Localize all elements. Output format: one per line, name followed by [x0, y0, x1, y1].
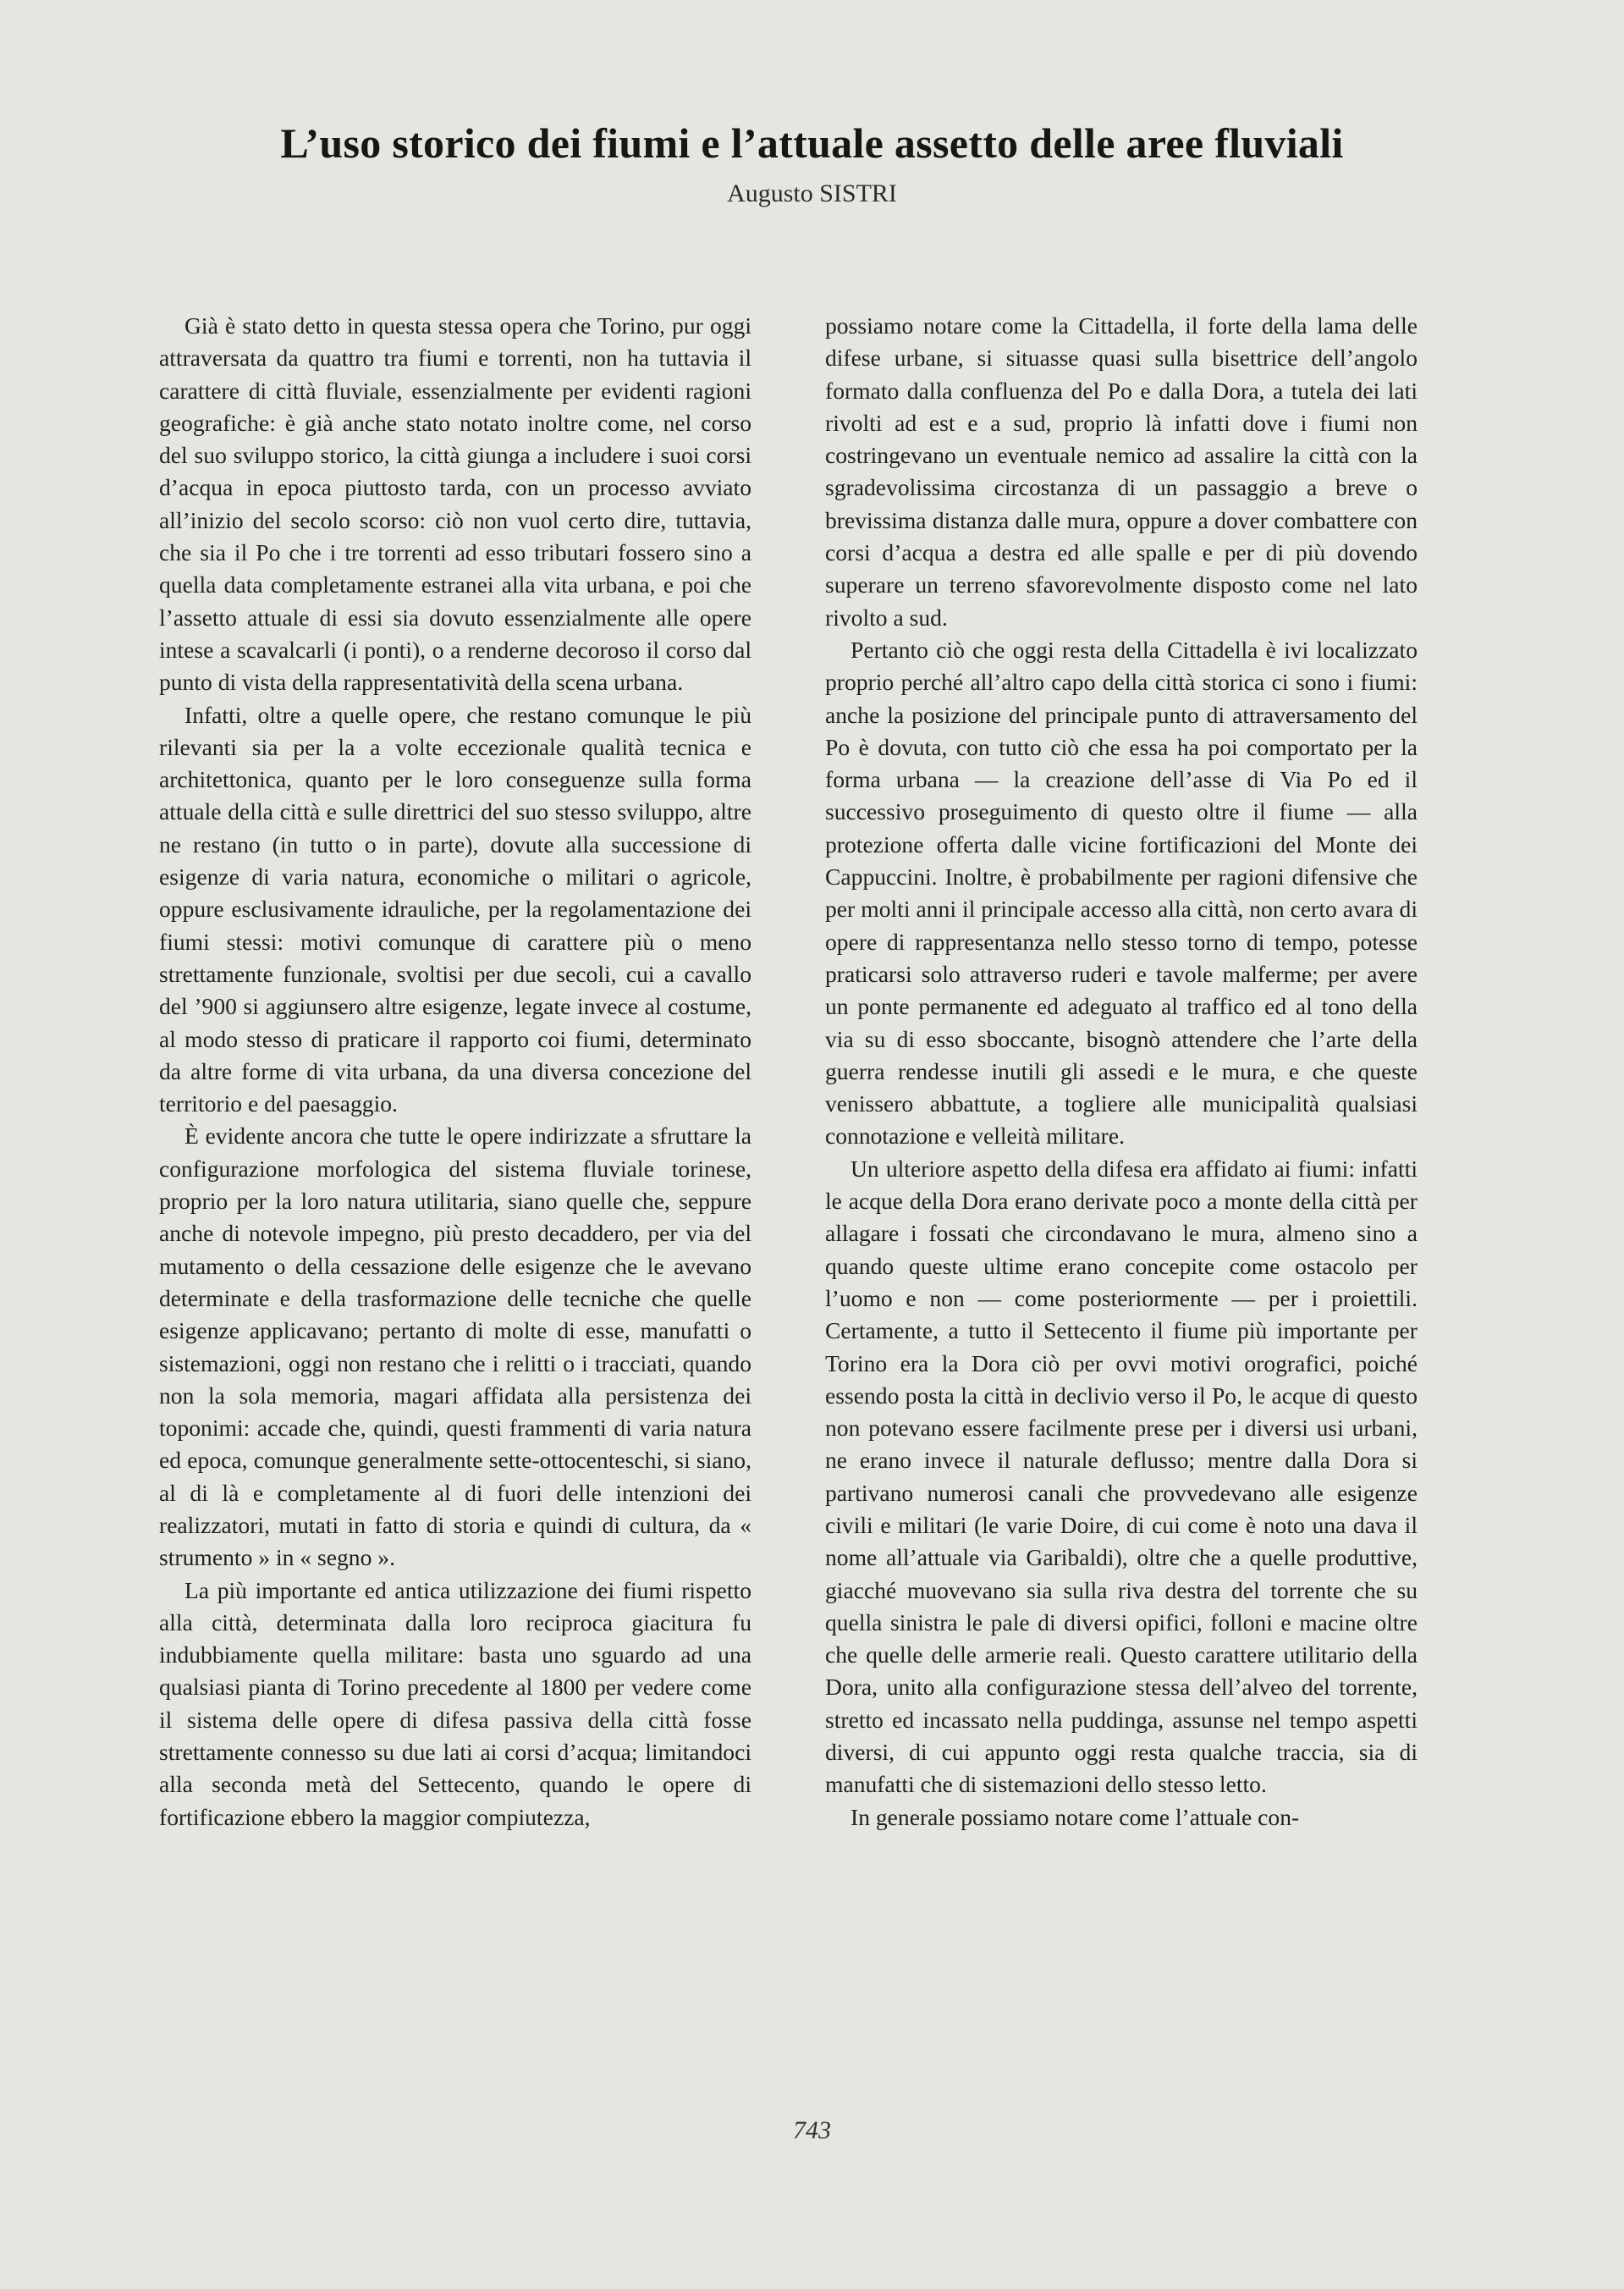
paragraph: La più importante ed antica utilizzazione dei fiumi rispetto alla città, determinata dalla loro reciproca giacitura fu indubbiamente quella militare: basta uno sguardo ad una qualsiasi pianta di Torino precedente al 1800 per vedere come il sistema delle opere di difesa passiva della città fosse strettamente connesso su due lati ai corsi d’acqua; limitandoci alla seconda metà del Settecento, quando le opere di fortificazione ebbero la maggior compiutezza, [159, 1576, 751, 1830]
paragraph: È evidente ancora che tutte le opere indirizzate a sfruttare la configurazione morfologica del sistema fluviale torinese, proprio per la loro natura utilitaria, siano quelle che, seppure anche di notevole impegno, più presto decaddero, per via del mutamento o della cessazione delle esigenze che le avevano determinate e della trasformazione delle tecniche che quelle esigenze applicavano; pertanto di molte di esse, manufatti o sistemazioni, oggi non restano che i relitti o i tracciati, quando non la sola memoria, magari affidata alla persistenza dei toponimi: accade che, quindi, questi frammenti di varia natura ed epoca, comunque generalmente sette-ottocenteschi, si siano, al di là e completamente al di fuori delle intenzioni dei realizzatori, mutati in fatto di storia e quindi di cultura, da « strumento » in « segno ». [159, 1122, 751, 1571]
left-column [159, 310, 751, 1834]
article-title: L’uso storico dei fiumi e l’attuale assetto delle aree fluviali [280, 119, 1344, 167]
right-column [825, 310, 1418, 1834]
article-author: Augusto SISTRI [727, 179, 897, 207]
paragraph: Pertanto ciò che oggi resta della Cittadella è ivi localizzato proprio perché all’altro capo della città storica ci sono i fiumi: anche la posizione del principale punto di attraversamento del Po è dovuta, con tutto ciò che essa ha poi comportato per la forma urbana — la creazione dell’asse di Via Po ed il successivo proseguimento di questo oltre il fiume — alla protezione offerta dalle vicine fortificazioni del Monte dei Cappuccini. Inoltre, è probabilmente per ragioni difensive che per molti anni il principale accesso alla città, non certo avara di opere di rappresentanza nello stesso torno di tempo, potesse praticarsi solo attraverso ruderi e tavole malferme; per avere un ponte permanente ed adeguato al traffico ed al tono della via su di esso sboccante, bisognò attendere che l’arte della guerra rendesse inutili gli assedi e le mura, e che queste venissero abbattute, a togliere alle municipalità qualsiasi connotazione e velleità militare. [825, 636, 1418, 1150]
paragraph: In generale possiamo notare come l’attuale con- [851, 1803, 1300, 1830]
paragraph-continued: possiamo notare come la Cittadella, il forte della lama delle difese urbane, si situasse quasi sulla bisettrice dell’angolo formato dalla confluenza del Po e dalla Dora, a tutela dei lati rivolti ad est e a sud, proprio là infatti dove i fiumi non costringevano un eventuale nemico ad assalire la città con la sgradevolissima circostanza di un passaggio a breve o brevissima distanza dalle mura, oppure a dover combattere con corsi d’acqua a destra ed alle spalle e per di più dovendo superare un terreno sfavorevolmente disposto come nel lato rivolto a sud. [825, 312, 1418, 631]
paragraph: Infatti, oltre a quelle opere, che restano comunque le più rilevanti sia per la a volte eccezionale qualità tecnica e architettonica, quanto per le loro conseguenze sulla forma attuale della città e sulle direttrici del suo stesso sviluppo, altre ne restano (in tutto o in parte), dovute alla successione di esigenze di varia natura, economiche o militari o agricole, oppure esclusivamente idrauliche, per la regolamentazione dei fiumi stessi: motivi comunque di carattere più o meno strettamente funzionale, svoltisi per due secoli, cui a cavallo del ’900 si aggiunsero altre esigenze, legate invece al costume, al modo stesso di praticare il rapporto coi fiumi, determinato da altre forme di vita urbana, da una diversa concezione del territorio e del paesaggio. [159, 701, 751, 1117]
paragraph: Un ulteriore aspetto della difesa era affidato ai fiumi: infatti le acque della Dora erano derivate poco a monte della città per allagare i fossati che circondavano le mura, almeno sino a quando queste ultime erano concepite come ostacolo per l’uomo e non — come posteriormente — per i proiettili. Certamente, a tutto il Settecento il fiume più importante per Torino era la Dora ciò per ovvi motivi orografici, poiché essendo posta la città in declivio verso il Po, le acque di questo non potevano essere facilmente prese per i diversi usi urbani, ne erano invece il naturale deflusso; mentre dalla Dora si partivano numerosi canali che provvedevano alle esigenze civili e militari (le varie Doire, di cui come è noto una dava il nome all’attuale via Garibaldi), oltre che a quelle produttive, giacché muovevano sia sulla riva destra del torrente che su quella sinistra le pale di diversi opifici, folloni e macine oltre che quelle delle armerie reali. Questo carattere utilitario della Dora, unito alla configurazione stessa dell’alveo del torrente, stretto ed incassato nella puddinga, assunse nel tempo aspetti diversi, di cui appunto oggi resta qualche traccia, sia di manufatti che di sistemazioni dello stesso letto. [825, 1155, 1418, 1798]
page-number: 743 [793, 2116, 831, 2144]
paragraph: Già è stato detto in questa stessa opera che Torino, pur oggi attraversata da quattro tra fiumi e torrenti, non ha tuttavia il carattere di città fluviale, essenzialmente per evidenti ragioni geografiche: è già anche stato notato inoltre come, nel corso del suo sviluppo storico, la città giunga a includere i suoi corsi d’acqua in epoca piuttosto tarda, con un processo avviato all’inizio del secolo scorso: ciò non vuol certo dire, tuttavia, che sia il Po che i tre torrenti ad esso tributari fossero sino a quella data completamente estranei alla vita urbana, e poi che l’assetto attuale di essi sia dovuto essenzialmente alle opere intese a scavalcarli (i ponti), o a renderne decoroso il corso dal punto di vista della rappresentatività della scena urbana. [159, 312, 751, 696]
